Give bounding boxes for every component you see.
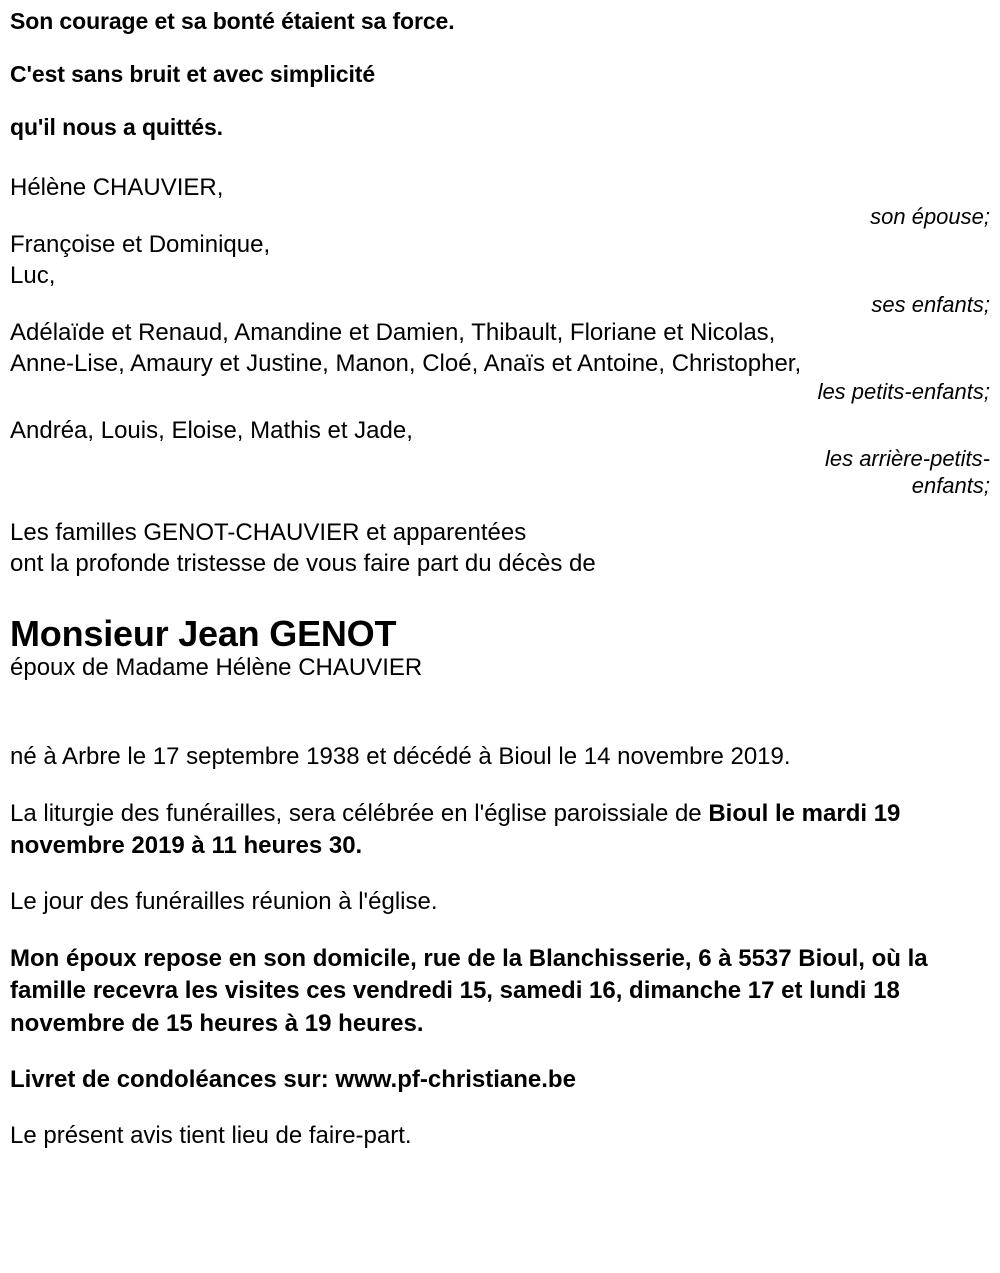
announcement-line-2: ont la profonde tristesse de vous faire part du décès de (10, 550, 596, 578)
liturgy-text-bold: Bioul le mardi 19 novembre 2019 à 11 heures 30. (10, 799, 901, 860)
family-group-children (10, 230, 990, 318)
family-names-children-line-2: Luc, (10, 261, 56, 289)
announcement-line-1: Les familles GENOT-CHAUVIER et apparentées (10, 519, 527, 547)
reunion-paragraph: Le jour des funérailles réunion à l'église. (10, 888, 438, 916)
birth-death-paragraph: né à Arbre le 17 septembre 1938 et décédé à Bioul le 14 novembre 2019. (10, 743, 791, 771)
visitation-paragraph: Mon époux repose en son domicile, rue de la Blanchisserie, 6 à 5537 Bioul, où la famille recevra les visites ces vendredi 15, samedi 16, dimanche 17 et lundi 18 novembre de 15 heures à 19 heures. (10, 944, 928, 1037)
family-group-grandchildren (10, 318, 990, 406)
deceased-name: Monsieur Jean GENOT (10, 612, 397, 654)
spacer (10, 406, 990, 416)
closing-paragraph: Le présent avis tient lieu de faire-part. (10, 1122, 412, 1150)
family-group-spouse (10, 173, 990, 230)
liturgy-paragraph (10, 798, 990, 863)
family-group-great-grandchildren (10, 416, 990, 500)
announcement-text (10, 517, 990, 579)
deceased-block (10, 614, 990, 684)
family-names-great-grandchildren: Andréa, Louis, Eloise, Mathis et Jade, (10, 416, 413, 444)
family-role-children: ses enfants; (871, 291, 990, 317)
deceased-spouse-of: époux de Madame Hélène CHAUVIER (10, 654, 423, 682)
family-role-great-grandchildren-line-2: enfants; (911, 472, 990, 498)
family-role-grandchildren: les petits-enfants; (817, 379, 990, 405)
family-role-great-grandchildren-line-1: les arrière-petits- (824, 446, 990, 472)
family-names-grandchildren-line-2: Anne-Lise, Amaury et Justine, Manon, Cloé, Anaïs et Antoine, Christopher, (10, 349, 802, 377)
condolences-paragraph: Livret de condoléances sur: www.pf-christiane.be (10, 1065, 576, 1093)
spacer (10, 580, 990, 614)
family-role-spouse: son épouse; (870, 203, 990, 229)
family-list (10, 173, 990, 499)
verse-line-2: C'est sans bruit et avec simplicité (10, 61, 376, 87)
liturgy-text-regular: La liturgie des funérailles, sera célébrée en l'église paroissiale de (10, 799, 709, 827)
opening-verse (10, 10, 990, 139)
verse-line-3: qu'il nous a quittés. (10, 114, 223, 140)
verse-line-1: Son courage et sa bonté étaient sa force. (10, 8, 455, 34)
spacer (10, 499, 990, 517)
spacer (10, 139, 990, 173)
family-names-grandchildren-line-1: Adélaïde et Renaud, Amandine et Damien, Thibault, Floriane et Nicolas, (10, 318, 776, 346)
family-names-children-line-1: Françoise et Dominique, (10, 231, 271, 259)
family-names-spouse: Hélène CHAUVIER, (10, 174, 224, 201)
spacer (10, 683, 990, 717)
details-block (10, 741, 990, 1153)
